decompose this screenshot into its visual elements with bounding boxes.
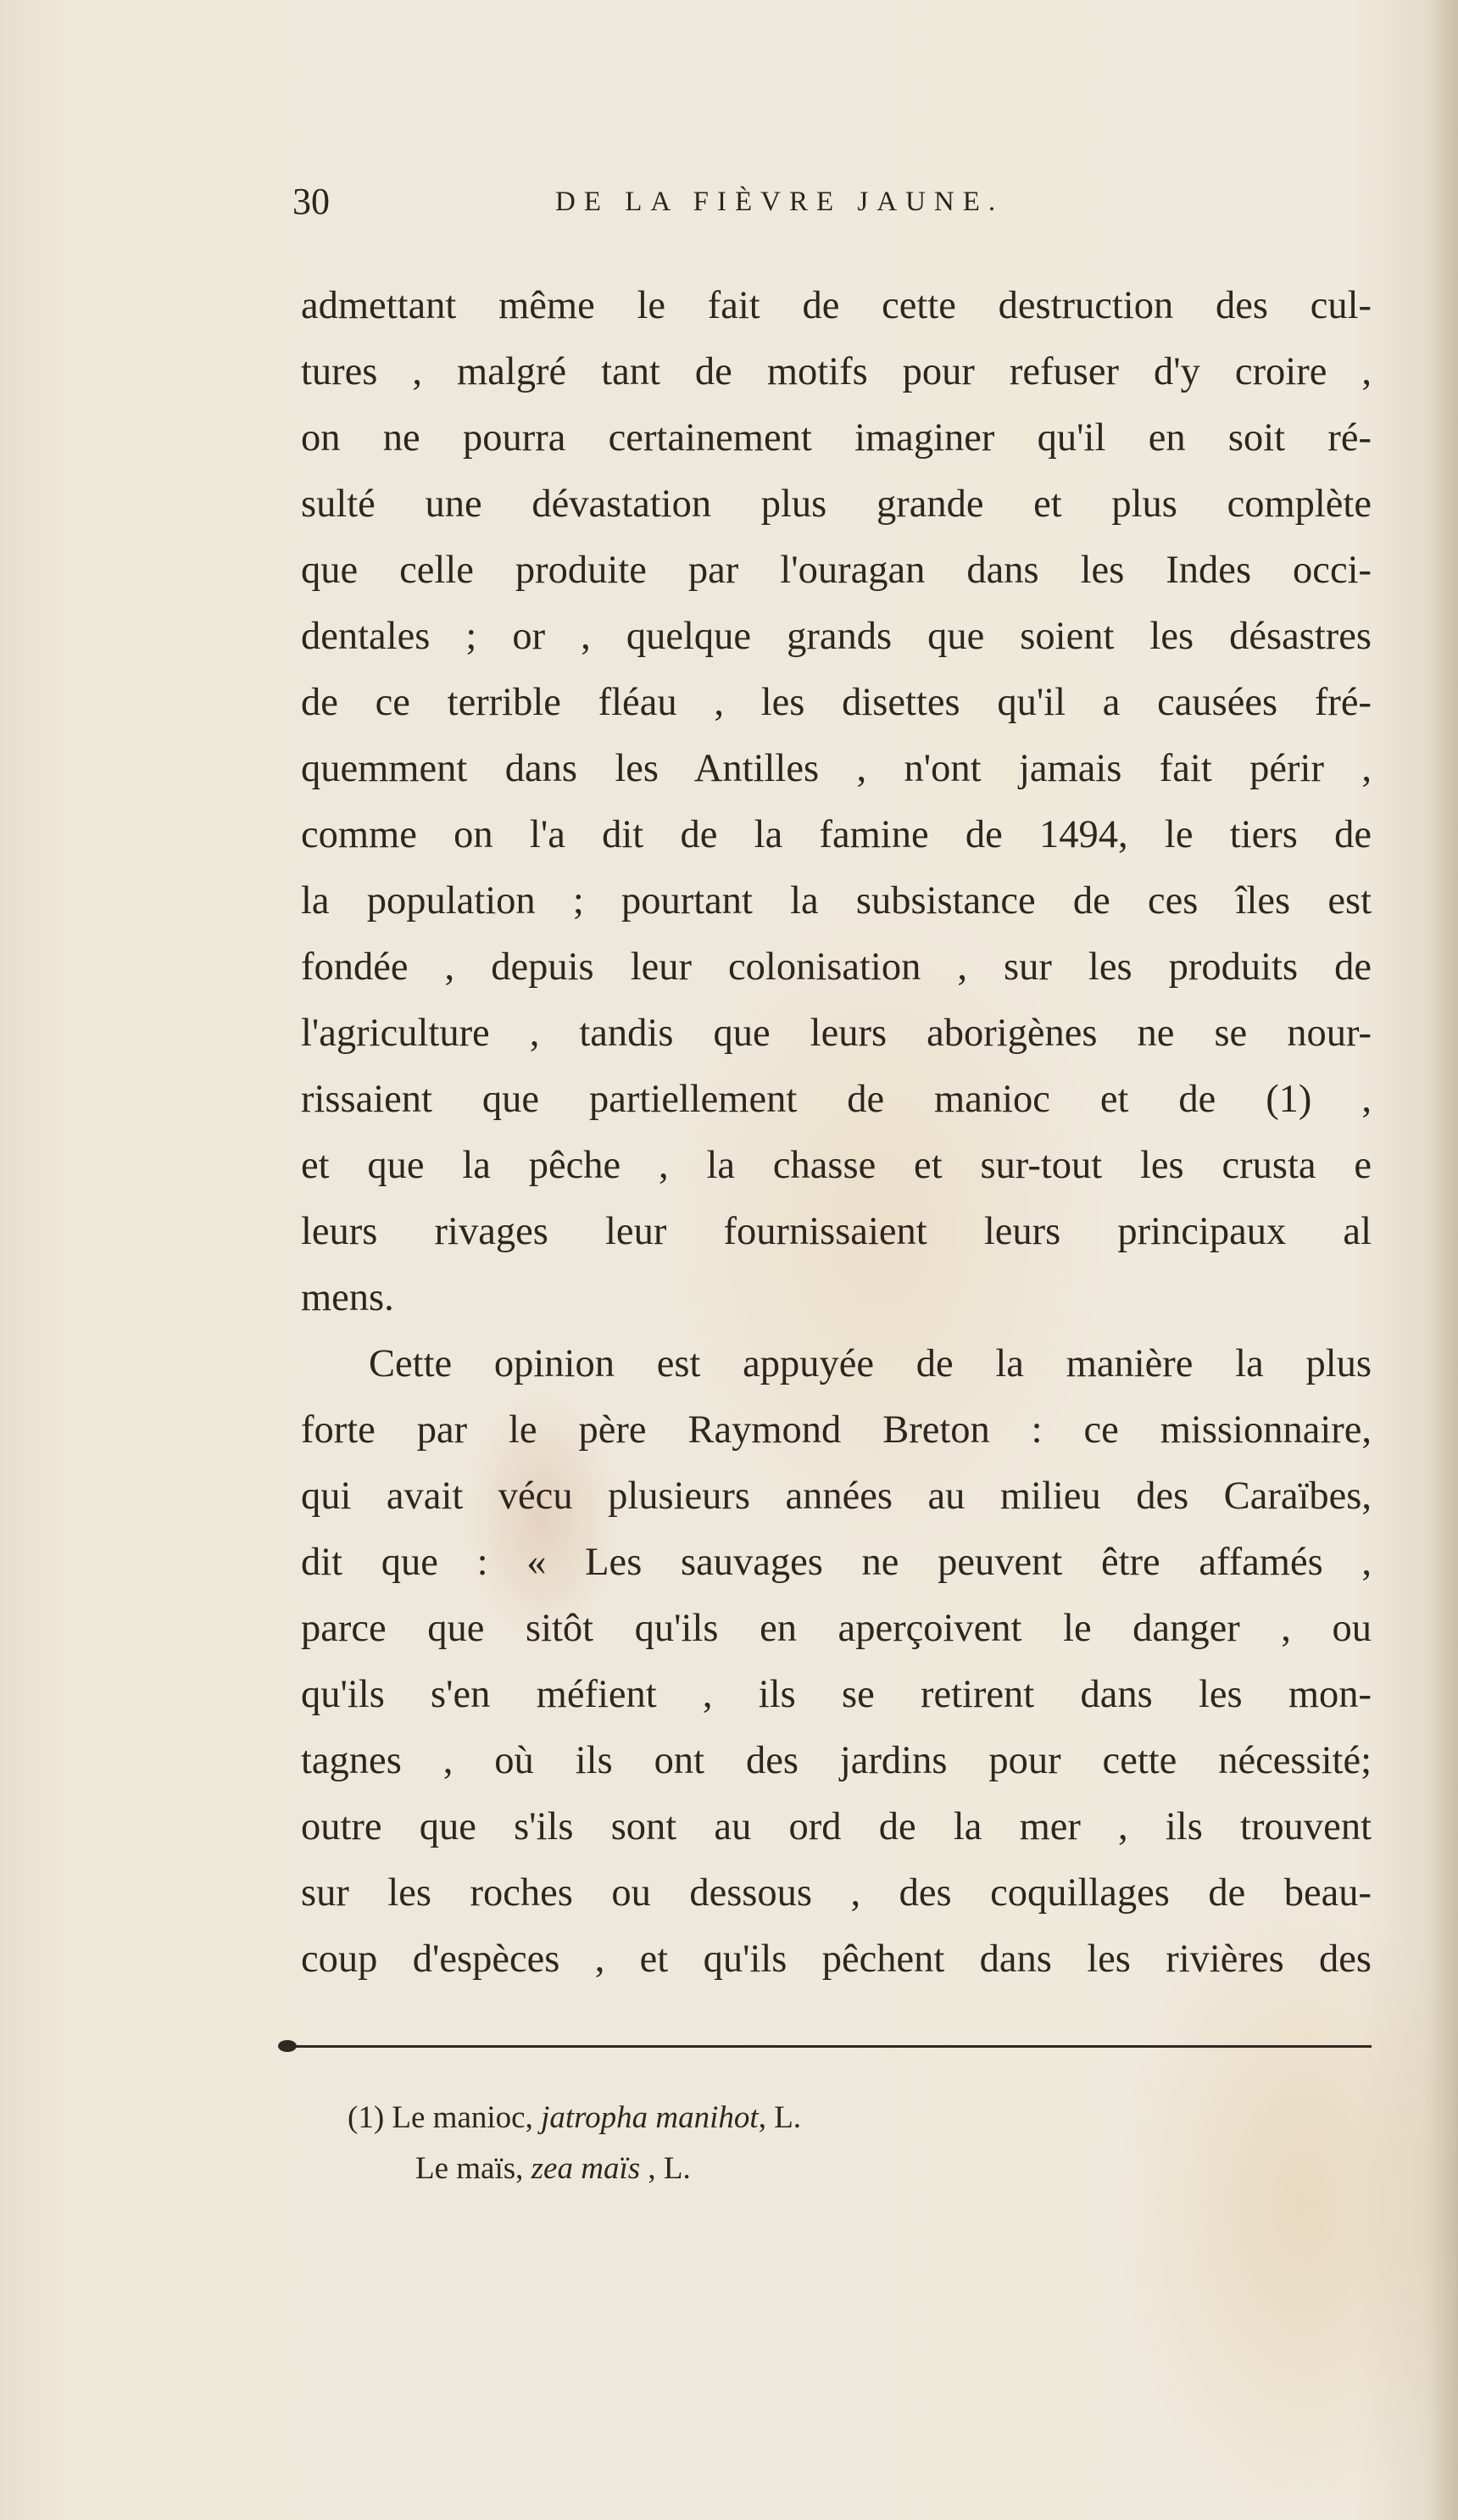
footnotes bbox=[348, 2093, 1322, 2194]
text-line: et que la pêche , la chasse et sur-tout les crusta e bbox=[301, 1144, 1372, 1187]
footnote-1-suffix: , L. bbox=[758, 2100, 802, 2135]
footnote-rule bbox=[280, 2045, 1372, 2048]
text-line: comme on l'a dit de la famine de 1494, le tiers de bbox=[301, 813, 1372, 856]
text-line: la population ; pourtant la subsistance de ces îles est bbox=[301, 879, 1372, 923]
footnote-1-continuation bbox=[348, 2144, 1322, 2194]
text-line: leurs rivages leur fournissaient leurs principaux al bbox=[301, 1210, 1372, 1253]
text-line: qui avait vécu plusieurs années au milieu des Caraïbes, bbox=[301, 1475, 1372, 1518]
page-edge-shadow bbox=[1424, 0, 1458, 2520]
body-text bbox=[301, 273, 1372, 1993]
text-line: sur les roches ou dessous , des coquillages de beau- bbox=[301, 1871, 1372, 1915]
text-line: on ne pourra certainement imaginer qu'il en soit ré- bbox=[301, 416, 1372, 460]
footnote-2-suffix: , L. bbox=[648, 2151, 691, 2186]
text-line: mens. bbox=[301, 1276, 394, 1319]
text-line: de ce terrible fléau , les disettes qu'il a causées fré- bbox=[301, 681, 1372, 724]
text-line: tagnes , où ils ont des jardins pour cette nécessité; bbox=[301, 1739, 1372, 1782]
text-line: coup d'espèces , et qu'ils pêchent dans les rivières des bbox=[301, 1937, 1372, 1981]
text-line: rissaient que partiellement de manioc et de (1) , bbox=[301, 1078, 1372, 1121]
text-line: qu'ils s'en méfient , ils se retirent dans les mon- bbox=[301, 1673, 1372, 1716]
text-line: outre que s'ils sont au ord de la mer , ils trouvent bbox=[301, 1805, 1372, 1848]
footnote-2-latin-name: zea maïs bbox=[531, 2151, 641, 2186]
text-line: que celle produite par l'ouragan dans les Indes occi- bbox=[301, 549, 1372, 592]
footnote-1 bbox=[348, 2093, 1322, 2144]
text-line: dit que : « Les sauvages ne peuvent être affamés , bbox=[301, 1541, 1372, 1584]
text-line: quemment dans les Antilles , n'ont jamais fait périr , bbox=[301, 747, 1372, 790]
text-line: forte par le père Raymond Breton : ce missionnaire, bbox=[301, 1408, 1372, 1452]
text-line: parce que sitôt qu'ils en aperçoivent le danger , ou bbox=[301, 1607, 1372, 1650]
text-line: admettant même le fait de cette destruction des cul- bbox=[301, 284, 1372, 327]
text-line: tures , malgré tant de motifs pour refuser d'y croire , bbox=[301, 350, 1372, 393]
text-line: sulté une dévastation plus grande et plus complète bbox=[301, 482, 1372, 526]
footnote-1-text: (1) Le manioc, bbox=[348, 2100, 533, 2135]
running-head: DE LA FIÈVRE JAUNE. bbox=[555, 187, 1004, 217]
text-line: l'agriculture , tandis que leurs aborigènes ne se nour- bbox=[301, 1012, 1372, 1055]
page-header bbox=[292, 180, 1394, 231]
footnote-2-text: Le maïs, bbox=[415, 2151, 524, 2186]
page-number: 30 bbox=[292, 181, 330, 222]
text-line: Cette opinion est appuyée de la manière la plus bbox=[369, 1342, 1372, 1385]
text-line: fondée , depuis leur colonisation , sur les produits de bbox=[301, 945, 1372, 989]
footnote-1-latin-name: jatropha manihot bbox=[541, 2100, 759, 2135]
text-line: dentales ; or , quelque grands que soient les désastres bbox=[301, 615, 1372, 658]
